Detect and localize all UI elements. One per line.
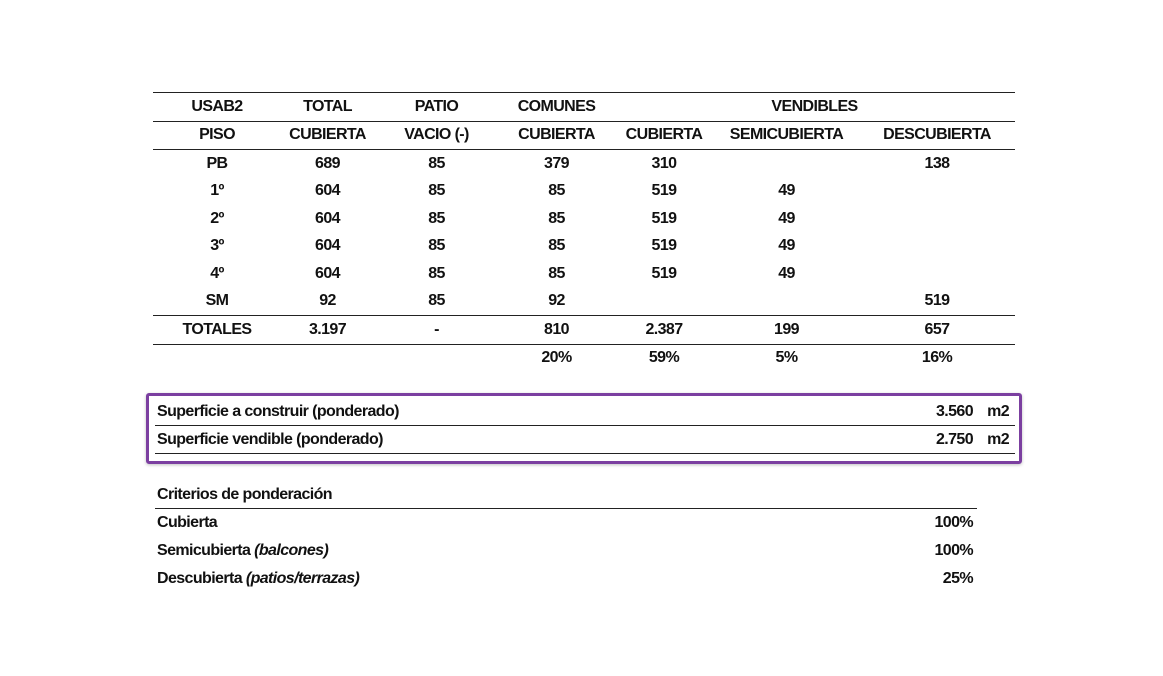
criterios-title-row [157, 482, 975, 508]
table-row [153, 150, 1015, 178]
header-piso: PISO [153, 121, 281, 150]
header-comunes: COMUNES [499, 93, 614, 122]
cell: 49 [778, 209, 795, 227]
criterio-pct: 100% [934, 542, 973, 559]
table-row [153, 178, 1015, 206]
header-total-cubierta: CUBIERTA [281, 121, 374, 150]
superficie-vendible-row [155, 426, 1015, 453]
superficie-unit: m2 [987, 403, 1009, 420]
totals-label: TOTALES [153, 316, 281, 345]
header-patio: PATIO [374, 93, 499, 122]
total-cell: 810 [499, 316, 614, 345]
cell [714, 288, 859, 316]
cell: 519 [924, 292, 950, 310]
header-vend-semicubierta: SEMICUBIERTA [714, 121, 859, 150]
cell: 49 [778, 237, 795, 255]
header-usab2: USAB2 [153, 93, 281, 122]
cell: 519 [651, 237, 677, 255]
pct-cell [153, 344, 281, 372]
cell [714, 150, 859, 178]
cell: 604 [315, 182, 340, 200]
header-vacio: VACIO (-) [374, 121, 499, 150]
table-row [153, 260, 1015, 288]
criterio-label: Cubierta [157, 514, 218, 531]
cell: 379 [544, 154, 569, 172]
superficie-construir-row [155, 398, 1015, 425]
criterio-label: Descubierta [157, 570, 242, 587]
cell: 49 [778, 182, 795, 200]
header-vend-descubierta: DESCUBIERTA [859, 121, 1015, 150]
criterio-row [157, 566, 975, 592]
superficie-label: Superficie a construir (ponderado) [157, 403, 399, 420]
cell: 85 [428, 264, 445, 282]
criterio-pct: 25% [942, 570, 973, 587]
header-total: TOTAL [281, 93, 374, 122]
cell: 85 [428, 237, 445, 255]
pct-cell: 5% [775, 349, 798, 367]
superficie-unit: m2 [987, 431, 1009, 448]
cell-piso: 2º [210, 209, 224, 227]
table-row [153, 233, 1015, 261]
total-cell: - [374, 316, 499, 345]
header-row-2 [153, 121, 1015, 150]
total-cell: 2.387 [614, 316, 714, 345]
cell [859, 260, 1015, 288]
cell-piso: 3º [210, 237, 224, 255]
cell: 85 [428, 209, 445, 227]
criterio-label: Semicubierta [157, 542, 251, 559]
superficie-value: 2.750 [935, 431, 973, 448]
cell: 519 [651, 264, 677, 282]
totals-row [153, 316, 1015, 345]
header-vend-cubierta: CUBIERTA [614, 121, 714, 150]
cell: 310 [651, 154, 677, 172]
criterio-note: (balcones) [254, 542, 329, 559]
cell: 604 [315, 237, 340, 255]
cell: 85 [548, 237, 565, 255]
criterio-note: (patios/terrazas) [245, 570, 360, 587]
criterio-row [157, 510, 975, 536]
total-cell: 199 [714, 316, 859, 345]
cell [859, 178, 1015, 206]
cell [859, 233, 1015, 261]
cell: 689 [315, 154, 340, 172]
cell: 85 [548, 264, 565, 282]
superficie-value: 3.560 [935, 403, 973, 420]
cell: 92 [548, 292, 565, 310]
cell: 519 [651, 182, 677, 200]
cell-piso: SM [205, 292, 229, 310]
surface-table [153, 92, 1015, 372]
cell-piso: PB [206, 154, 228, 172]
cell: 49 [778, 264, 795, 282]
header-row-1 [153, 93, 1015, 122]
divider [155, 508, 977, 509]
total-cell: 3.197 [281, 316, 374, 345]
header-vendibles: VENDIBLES [614, 93, 1015, 122]
criterio-pct: 100% [934, 514, 973, 531]
pct-cell: 20% [541, 349, 572, 367]
cell: 85 [428, 292, 445, 310]
cell: 85 [548, 182, 565, 200]
cell: 92 [319, 292, 336, 310]
superficie-label: Superficie vendible (ponderado) [157, 431, 383, 448]
cell-piso: 4º [210, 264, 224, 282]
cell: 85 [428, 154, 445, 172]
cell: 604 [315, 209, 340, 227]
cell: 85 [428, 182, 445, 200]
cell [859, 205, 1015, 233]
table-row [153, 205, 1015, 233]
criterios-title: Criterios de ponderación [157, 486, 332, 503]
cell: 519 [651, 209, 677, 227]
divider [155, 453, 1015, 454]
cell: 85 [548, 209, 565, 227]
percentages-row [153, 344, 1015, 372]
cell [614, 288, 714, 316]
cell-piso: 1º [210, 182, 224, 200]
cell: 138 [924, 154, 950, 172]
table-row [153, 288, 1015, 316]
pct-cell [281, 344, 374, 372]
pct-cell [374, 344, 499, 372]
header-comunes-cubierta: CUBIERTA [499, 121, 614, 150]
pct-cell: 59% [648, 349, 680, 367]
cell: 604 [315, 264, 340, 282]
criterio-row [157, 538, 975, 564]
pct-cell: 16% [921, 349, 953, 367]
total-cell: 657 [859, 316, 1015, 345]
